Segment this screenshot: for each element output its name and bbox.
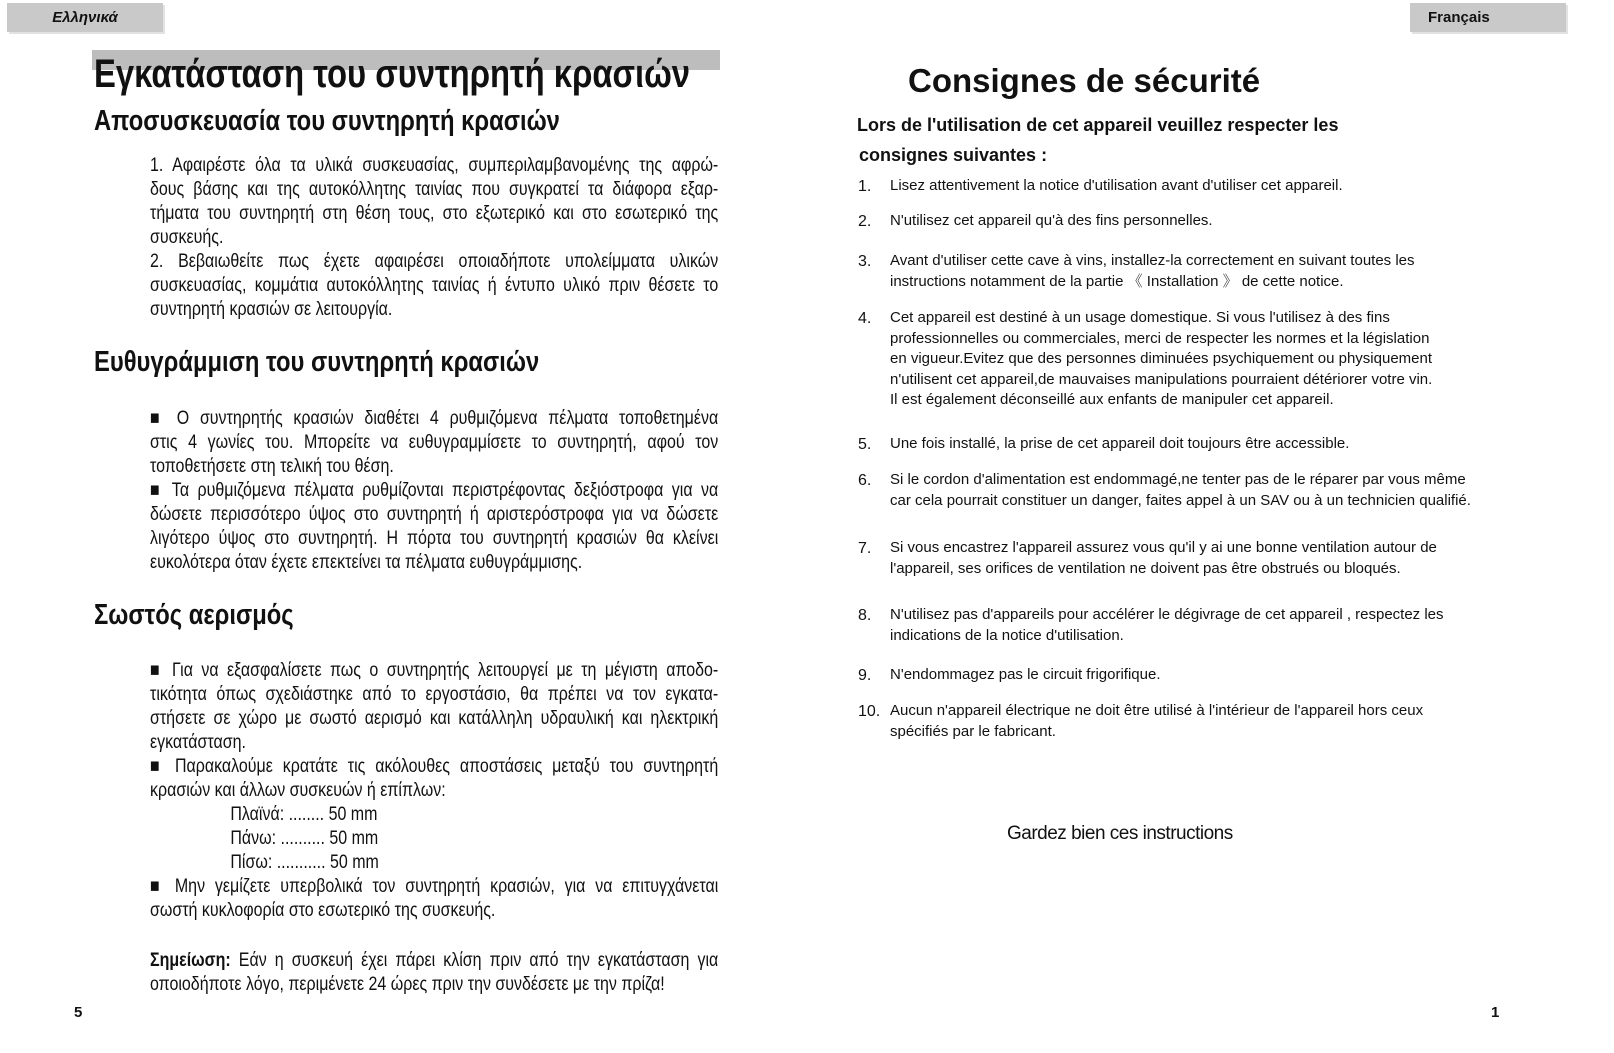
- item-text-line: spécifiés par le fabricant.: [890, 722, 1056, 740]
- paragraph-line: κρασιών και άλλων συσκευών ή επίπλων:: [150, 779, 446, 801]
- section-heading-unpacking: Αποσυσκευασία του συντηρητή κρασιών: [94, 105, 560, 137]
- safety-item: [858, 211, 1518, 232]
- paragraph-line: 1. Αφαιρέστε όλα τα υλικά συσκευασίας, συμπεριλαμβανομένης της αφρώ-: [150, 154, 719, 176]
- item-text-line: l'appareil, ses orifices de ventilation ne doivent pas être obstrués ou bloqués.: [890, 559, 1401, 577]
- safety-item: [858, 605, 1518, 646]
- note-text: Εάν η συσκευή έχει πάρει κλίση πριν από την εγκατάσταση για: [230, 949, 719, 971]
- note-text: οποιοδήποτε λόγο, περιμένετε 24 ώρες πριν την συνδέσετε με την πρίζα!: [150, 973, 665, 995]
- safety-item: [858, 470, 1518, 511]
- paragraph-line: 2. Βεβαιωθείτε πως έχετε αφαιρέσει οποιαδήποτε υπολείμματα υλικών: [150, 250, 719, 272]
- paragraph-line: ευκολότερα όταν έχετε επεκτείνει τα πέλματα ευθυγράμμισης.: [150, 551, 583, 573]
- paragraph-line: συσκευής.: [150, 226, 224, 248]
- item-text-line: Cet appareil est destiné à un usage domestique. Si vous l'utilisez à des fins: [890, 309, 1390, 326]
- intro-line: consignes suivantes :: [859, 145, 1048, 165]
- paragraph-line: συσκευασίας, κομμάτια αυτοκόλλητης ταινίας ή έντυπο υλικό πριν θέσετε το: [150, 274, 719, 296]
- intro-line: Lors de l'utilisation de cet appareil veuillez respecter les: [857, 115, 1339, 135]
- paragraph-line: δους βάσης και της αυτοκόλλητης ταινίας που συγκρατεί τα διάφορα εξαρ-: [150, 178, 719, 200]
- closing-text: Gardez bien ces instructions: [1007, 823, 1233, 844]
- note: [150, 948, 718, 996]
- item-number: 3.: [858, 253, 872, 270]
- paragraph-line: ■ Για να εξασφαλίσετε πως ο συντηρητής λειτουργεί με τη μέγιστη αποδο-: [150, 659, 719, 681]
- item-text-line: N'utilisez pas d'appareils pour accélérer le dégivrage de cet appareil , respectez les: [890, 606, 1444, 623]
- item-text-line: N'endommagez pas le circuit frigorifique.: [890, 666, 1161, 683]
- paragraph-line: τήματα του συντηρητή στη θέση τους, στο εξωτερικό και στο εσωτερικό της: [150, 202, 719, 224]
- paragraph-line: λιγότερο ύψος στο συντηρητή. Η πόρτα του συντηρητή κρασιών θα κλείνει: [150, 527, 719, 549]
- note-label: Σημείωση:: [150, 949, 231, 971]
- item-number: 5.: [858, 436, 872, 453]
- language-tab-french: Français: [1410, 3, 1566, 32]
- page-number-left: 5: [74, 1004, 83, 1021]
- item-text-line: Si vous encastrez l'appareil assurez vous qu'il y ai une bonne ventilation autour de: [890, 539, 1437, 556]
- item-text-line: Avant d'utiliser cette cave à vins, installez-la correctement en suivant toutes les: [890, 252, 1415, 269]
- paragraph-line: εγκατάσταση.: [150, 731, 246, 753]
- paragraph-line: τικότητα όπως σχεδιάστηκε από το εργοστάσιο, θα πρέπει να τον εγκατα-: [150, 683, 719, 705]
- safety-item: [858, 308, 1518, 411]
- item-number: 8.: [858, 607, 872, 624]
- safety-item: [858, 538, 1518, 579]
- paragraph-line: ■ Μην γεμίζετε υπερβολικά τον συντηρητή κρασιών, για να επιτυγχάνεται: [150, 875, 719, 897]
- section-heading-levelling: Ευθυγράμμιση του συντηρητή κρασιών: [94, 346, 540, 378]
- paragraph-line: ■ Τα ρυθμιζόμενα πέλματα ρυθμίζονται περιστρέφοντας δεξιόστροφα για να: [150, 479, 719, 501]
- paragraph-line: δώσετε περισσότερο ύψος στο συντηρητή ή αριστερόστροφα για να δώσετε: [150, 503, 719, 525]
- item-text-line: N'utilisez cet appareil qu'à des fins personnelles.: [890, 212, 1213, 229]
- paragraph-line: τοποθετήσετε στη τελική του θέση.: [150, 455, 394, 477]
- section-heading-ventilation: Σωστός αερισμός: [94, 599, 294, 631]
- item-number: 1.: [858, 178, 872, 195]
- paragraph-line: στις 4 γωνίες του. Μπορείτε να ευθυγραμμίσετε το συντηρητή, αφού τον: [150, 431, 719, 453]
- item-text-line: en vigueur.Evitez que des personnes diminuées psychiquement ou physiquement: [890, 350, 1433, 367]
- item-number: 10.: [858, 703, 881, 720]
- page-number-right: 1: [1491, 1004, 1500, 1021]
- safety-item: [858, 251, 1518, 292]
- distance-line: Πλαϊνά: ........ 50 mm: [230, 803, 378, 825]
- section-body-levelling: [150, 406, 718, 574]
- safety-item: [858, 701, 1518, 742]
- item-text-line: indications de la notice d'utilisation.: [890, 626, 1124, 644]
- language-tab-greek: Ελληνικά: [7, 3, 163, 32]
- safety-item: [858, 665, 1518, 686]
- item-text-line: Lisez attentivement la notice d'utilisation avant d'utiliser cet appareil.: [890, 177, 1343, 194]
- item-text-line: professionnelles ou commerciales, merci de respecter les normes et la législation: [890, 329, 1430, 347]
- page-title-french: Consignes de sécurité: [908, 62, 1261, 99]
- page-title-greek: Εγκατάσταση του συντηρητή κρασιών: [94, 52, 691, 96]
- paragraph-line: σωστή κυκλοφορία στο εσωτερικό της συσκευής.: [150, 899, 496, 921]
- section-body-unpacking: [150, 153, 718, 321]
- paragraph-line: ■ Παρακαλούμε κρατάτε τις ακόλουθες αποστάσεις μεταξύ του συντηρητή: [150, 755, 719, 777]
- item-text-line: instructions notamment de la partie 《 Installation 》 de cette notice.: [890, 272, 1344, 290]
- item-number: 9.: [858, 667, 872, 684]
- paragraph-line: ■ Ο συντηρητής κρασιών διαθέτει 4 ρυθμιζόμενα πέλματα τοποθετημένα: [150, 407, 719, 429]
- item-text-line: Il est également déconseillé aux enfants de manipuler cet appareil.: [890, 391, 1334, 408]
- paragraph-line: συντηρητή κρασιών σε λειτουργία.: [150, 298, 393, 320]
- safety-item: [858, 176, 1518, 197]
- item-text-line: n'utilisent cet appareil,de mauvaises manipulations pourraient détériorer votre vin.: [890, 370, 1433, 388]
- safety-item: [858, 434, 1518, 455]
- item-text-line: car cela pourrait constituer un danger, faites appel à un SAV ou à un technicien qualifié.: [890, 491, 1471, 509]
- item-number: 6.: [858, 472, 872, 489]
- distance-line: Πίσω: ........... 50 mm: [230, 851, 379, 873]
- item-text-line: Aucun n'appareil électrique ne doit être utilisé à l'intérieur de l'appareil hors ceux: [890, 702, 1424, 719]
- section-body-ventilation: [150, 658, 718, 922]
- paragraph-line: στήσετε σε χώρο με σωστό αερισμό και κατάλληλη υδραυλική και ηλεκτρική: [150, 707, 719, 729]
- item-number: 2.: [858, 213, 872, 230]
- distance-line: Πάνω: .......... 50 mm: [230, 827, 379, 849]
- item-number: 4.: [858, 310, 872, 327]
- item-number: 7.: [858, 540, 872, 557]
- item-text-line: Une fois installé, la prise de cet appareil doit toujours être accessible.: [890, 435, 1350, 452]
- item-text-line: Si le cordon d'alimentation est endommagé,ne tenter pas de le réparer par vous même: [890, 471, 1466, 488]
